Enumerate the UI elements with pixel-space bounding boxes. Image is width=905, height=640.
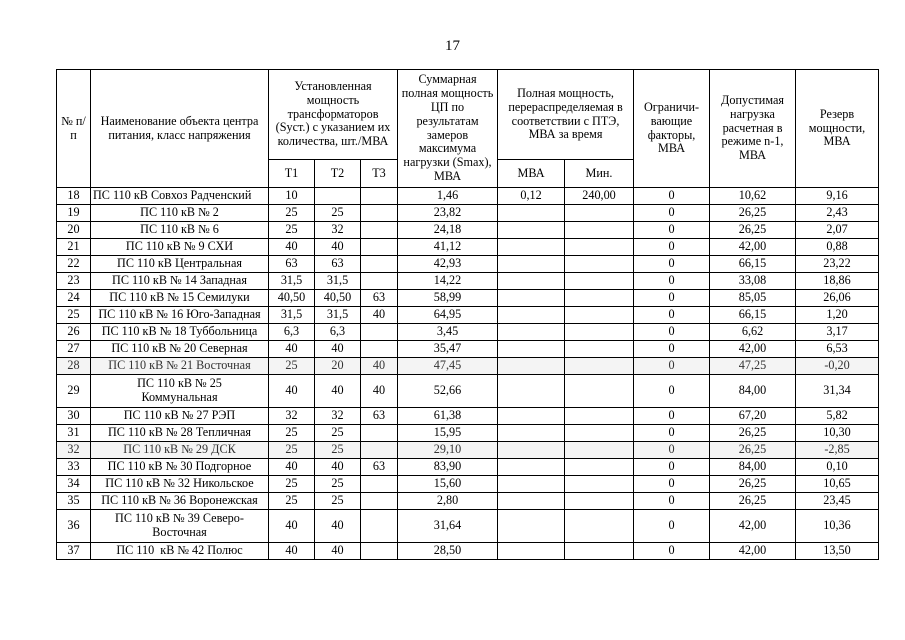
row-permissible: 26,25 xyxy=(710,476,796,493)
row-reserve: 2,43 xyxy=(796,205,879,222)
row-name: ПС 110 кВ № 9 СХИ xyxy=(91,239,269,256)
row-t2: 40 xyxy=(315,341,361,358)
header-t1: Т1 xyxy=(269,160,315,188)
row-t2: 25 xyxy=(315,425,361,442)
table-row xyxy=(57,510,879,543)
row-smax: 42,93 xyxy=(398,256,498,273)
row-t1: 31,5 xyxy=(269,307,315,324)
table-row xyxy=(57,493,879,510)
substation-capacity-table xyxy=(56,69,879,560)
row-t2: 40 xyxy=(315,375,361,408)
table-row xyxy=(57,205,879,222)
row-t3 xyxy=(361,324,398,341)
row-permissible: 42,00 xyxy=(710,510,796,543)
row-smax: 83,90 xyxy=(398,459,498,476)
row-t3: 40 xyxy=(361,307,398,324)
row-permissible: 26,25 xyxy=(710,442,796,459)
row-name: ПС 110 кВ № 6 xyxy=(91,222,269,239)
row-mva: 0,12 xyxy=(498,188,565,205)
header-total-power: Суммарная полная мощность ЦП по результатам замеров максимума нагрузки (Smax), МВА xyxy=(398,70,498,188)
row-num: 25 xyxy=(57,307,91,324)
row-t2: 40 xyxy=(315,510,361,543)
row-mva xyxy=(498,510,565,543)
row-t1: 40 xyxy=(269,341,315,358)
row-mva xyxy=(498,324,565,341)
row-reserve: 1,20 xyxy=(796,307,879,324)
row-mva xyxy=(498,341,565,358)
row-num: 36 xyxy=(57,510,91,543)
header-t3: Т3 xyxy=(361,160,398,188)
row-min: 240,00 xyxy=(565,188,634,205)
row-num: 29 xyxy=(57,375,91,408)
row-limit: 0 xyxy=(634,442,710,459)
row-limit: 0 xyxy=(634,476,710,493)
row-num: 18 xyxy=(57,188,91,205)
header-mva: МВА xyxy=(498,160,565,188)
row-name: ПС 110 кВ № 16 Юго-Западная xyxy=(91,307,269,324)
row-t2: 25 xyxy=(315,205,361,222)
row-min xyxy=(565,375,634,408)
row-reserve: 23,45 xyxy=(796,493,879,510)
row-name: ПС 110 кВ Совхоз Радченский xyxy=(91,188,269,205)
row-t2: 40 xyxy=(315,459,361,476)
row-mva xyxy=(498,256,565,273)
row-t1: 40 xyxy=(269,510,315,543)
row-smax: 3,45 xyxy=(398,324,498,341)
row-smax: 15,95 xyxy=(398,425,498,442)
table-row xyxy=(57,256,879,273)
row-t3: 63 xyxy=(361,290,398,307)
row-name: ПС 110 кВ № 15 Семилуки xyxy=(91,290,269,307)
row-limit: 0 xyxy=(634,222,710,239)
row-t2: 25 xyxy=(315,442,361,459)
row-smax: 24,18 xyxy=(398,222,498,239)
row-limit: 0 xyxy=(634,543,710,560)
row-t3 xyxy=(361,425,398,442)
table-row xyxy=(57,375,879,408)
row-t1: 25 xyxy=(269,493,315,510)
table-row xyxy=(57,408,879,425)
table-row xyxy=(57,459,879,476)
row-name: ПС 110 кВ № 30 Подгорное xyxy=(91,459,269,476)
row-permissible: 66,15 xyxy=(710,256,796,273)
row-permissible: 47,25 xyxy=(710,358,796,375)
row-t3 xyxy=(361,442,398,459)
header-permissible-load: Допустимая нагрузка расчетная в режиме n-1, МВА xyxy=(710,70,796,188)
table-row xyxy=(57,341,879,358)
table-row xyxy=(57,324,879,341)
header-min: Мин. xyxy=(565,160,634,188)
row-t3 xyxy=(361,205,398,222)
row-t2: 25 xyxy=(315,493,361,510)
row-num: 19 xyxy=(57,205,91,222)
header-installed-power: Установленная мощность трансформаторов (Sуст.) с указанием их количества, шт./МВА xyxy=(269,70,398,160)
row-name: ПС 110 кВ № 42 Полюс xyxy=(91,543,269,560)
row-min xyxy=(565,459,634,476)
header-redistributed: Полная мощность, перераспределяемая в соответствии с ПТЭ, МВА за время xyxy=(498,70,634,160)
row-permissible: 66,15 xyxy=(710,307,796,324)
row-t2: 40,50 xyxy=(315,290,361,307)
row-permissible: 42,00 xyxy=(710,239,796,256)
row-num: 35 xyxy=(57,493,91,510)
row-limit: 0 xyxy=(634,425,710,442)
row-limit: 0 xyxy=(634,205,710,222)
row-t3 xyxy=(361,341,398,358)
row-reserve: 0,10 xyxy=(796,459,879,476)
table-row xyxy=(57,222,879,239)
header-name: Наименование объекта центра питания, класс напряжения xyxy=(91,70,269,188)
row-reserve: 10,30 xyxy=(796,425,879,442)
row-min xyxy=(565,290,634,307)
row-reserve: 26,06 xyxy=(796,290,879,307)
row-reserve: 31,34 xyxy=(796,375,879,408)
row-num: 30 xyxy=(57,408,91,425)
row-mva xyxy=(498,493,565,510)
row-t3 xyxy=(361,493,398,510)
row-reserve: -2,85 xyxy=(796,442,879,459)
table-row xyxy=(57,358,879,375)
row-name: ПС 110 кВ № 20 Северная xyxy=(91,341,269,358)
row-t3 xyxy=(361,510,398,543)
row-min xyxy=(565,493,634,510)
row-reserve: 3,17 xyxy=(796,324,879,341)
row-t1: 40 xyxy=(269,459,315,476)
row-limit: 0 xyxy=(634,256,710,273)
row-smax: 47,45 xyxy=(398,358,498,375)
row-smax: 1,46 xyxy=(398,188,498,205)
row-reserve: 2,07 xyxy=(796,222,879,239)
row-limit: 0 xyxy=(634,459,710,476)
row-t3 xyxy=(361,239,398,256)
row-num: 23 xyxy=(57,273,91,290)
row-min xyxy=(565,510,634,543)
header-power-reserve: Резерв мощности, МВА xyxy=(796,70,879,188)
table-row xyxy=(57,307,879,324)
row-name: ПС 110 кВ № 21 Восточная xyxy=(91,358,269,375)
row-num: 31 xyxy=(57,425,91,442)
row-permissible: 26,25 xyxy=(710,493,796,510)
row-min xyxy=(565,425,634,442)
row-permissible: 85,05 xyxy=(710,290,796,307)
row-t3: 40 xyxy=(361,358,398,375)
row-limit: 0 xyxy=(634,341,710,358)
row-t1: 25 xyxy=(269,205,315,222)
table-row xyxy=(57,239,879,256)
row-num: 34 xyxy=(57,476,91,493)
row-min xyxy=(565,307,634,324)
row-reserve: 6,53 xyxy=(796,341,879,358)
row-smax: 41,12 xyxy=(398,239,498,256)
row-mva xyxy=(498,375,565,408)
row-min xyxy=(565,256,634,273)
row-name: ПС 110 кВ № 18 Туббольница xyxy=(91,324,269,341)
row-limit: 0 xyxy=(634,510,710,543)
row-mva xyxy=(498,273,565,290)
row-t2: 25 xyxy=(315,476,361,493)
row-mva xyxy=(498,543,565,560)
row-min xyxy=(565,205,634,222)
row-smax: 31,64 xyxy=(398,510,498,543)
row-mva xyxy=(498,408,565,425)
row-permissible: 10,62 xyxy=(710,188,796,205)
row-smax: 61,38 xyxy=(398,408,498,425)
row-num: 22 xyxy=(57,256,91,273)
row-min xyxy=(565,324,634,341)
row-t2: 31,5 xyxy=(315,273,361,290)
row-reserve: 10,36 xyxy=(796,510,879,543)
row-t2: 63 xyxy=(315,256,361,273)
row-name: ПС 110 кВ № 27 РЭП xyxy=(91,408,269,425)
row-t3 xyxy=(361,476,398,493)
row-limit: 0 xyxy=(634,493,710,510)
row-min xyxy=(565,273,634,290)
row-smax: 2,80 xyxy=(398,493,498,510)
table-row xyxy=(57,188,879,205)
row-min xyxy=(565,476,634,493)
row-reserve: 18,86 xyxy=(796,273,879,290)
row-mva xyxy=(498,290,565,307)
header-num: № п/п xyxy=(57,70,91,188)
row-t1: 25 xyxy=(269,358,315,375)
row-permissible: 42,00 xyxy=(710,543,796,560)
row-name: ПС 110 кВ № 14 Западная xyxy=(91,273,269,290)
row-t3: 63 xyxy=(361,408,398,425)
row-num: 24 xyxy=(57,290,91,307)
row-mva xyxy=(498,425,565,442)
row-permissible: 26,25 xyxy=(710,425,796,442)
row-num: 37 xyxy=(57,543,91,560)
row-min xyxy=(565,442,634,459)
row-limit: 0 xyxy=(634,239,710,256)
row-t2: 6,3 xyxy=(315,324,361,341)
row-reserve: 5,82 xyxy=(796,408,879,425)
row-smax: 35,47 xyxy=(398,341,498,358)
row-num: 28 xyxy=(57,358,91,375)
row-t2: 31,5 xyxy=(315,307,361,324)
row-mva xyxy=(498,459,565,476)
row-num: 33 xyxy=(57,459,91,476)
row-smax: 29,10 xyxy=(398,442,498,459)
row-name: ПС 110 кВ № 32 Никольское xyxy=(91,476,269,493)
row-limit: 0 xyxy=(634,290,710,307)
row-name: ПС 110 кВ № 2 xyxy=(91,205,269,222)
row-num: 20 xyxy=(57,222,91,239)
row-t1: 25 xyxy=(269,222,315,239)
row-name: ПС 110 кВ № 28 Тепличная xyxy=(91,425,269,442)
row-permissible: 26,25 xyxy=(710,222,796,239)
row-permissible: 84,00 xyxy=(710,375,796,408)
row-t1: 40,50 xyxy=(269,290,315,307)
row-mva xyxy=(498,442,565,459)
row-reserve: 10,65 xyxy=(796,476,879,493)
row-min xyxy=(565,239,634,256)
row-t1: 40 xyxy=(269,543,315,560)
row-name: ПС 110 кВ Центральная xyxy=(91,256,269,273)
row-num: 21 xyxy=(57,239,91,256)
row-name: ПС 110 кВ № 36 Воронежская xyxy=(91,493,269,510)
row-t3: 63 xyxy=(361,459,398,476)
row-t2: 20 xyxy=(315,358,361,375)
row-reserve: -0,20 xyxy=(796,358,879,375)
header-t2: Т2 xyxy=(315,160,361,188)
row-reserve: 23,22 xyxy=(796,256,879,273)
row-permissible: 42,00 xyxy=(710,341,796,358)
row-t1: 25 xyxy=(269,476,315,493)
row-name: ПС 110 кВ № 25 Коммунальная xyxy=(91,375,269,408)
row-reserve: 13,50 xyxy=(796,543,879,560)
row-t3 xyxy=(361,273,398,290)
row-min xyxy=(565,222,634,239)
row-t2: 32 xyxy=(315,222,361,239)
row-min xyxy=(565,543,634,560)
row-permissible: 67,20 xyxy=(710,408,796,425)
row-limit: 0 xyxy=(634,273,710,290)
row-mva xyxy=(498,358,565,375)
row-limit: 0 xyxy=(634,324,710,341)
row-min xyxy=(565,341,634,358)
row-t3 xyxy=(361,222,398,239)
row-smax: 28,50 xyxy=(398,543,498,560)
row-name: ПС 110 кВ № 29 ДСК xyxy=(91,442,269,459)
row-name: ПС 110 кВ № 39 Северо-Восточная xyxy=(91,510,269,543)
row-t1: 32 xyxy=(269,408,315,425)
row-t1: 6,3 xyxy=(269,324,315,341)
row-reserve: 0,88 xyxy=(796,239,879,256)
row-num: 32 xyxy=(57,442,91,459)
row-t3 xyxy=(361,188,398,205)
row-mva xyxy=(498,476,565,493)
row-min xyxy=(565,358,634,375)
row-mva xyxy=(498,222,565,239)
row-permissible: 26,25 xyxy=(710,205,796,222)
table-row xyxy=(57,273,879,290)
row-t1: 63 xyxy=(269,256,315,273)
row-t2: 40 xyxy=(315,239,361,256)
table-row xyxy=(57,425,879,442)
row-num: 27 xyxy=(57,341,91,358)
row-t1: 40 xyxy=(269,239,315,256)
row-limit: 0 xyxy=(634,408,710,425)
table-row xyxy=(57,290,879,307)
row-limit: 0 xyxy=(634,307,710,324)
row-t2: 32 xyxy=(315,408,361,425)
row-smax: 14,22 xyxy=(398,273,498,290)
row-num: 26 xyxy=(57,324,91,341)
row-t1: 10 xyxy=(269,188,315,205)
table-row xyxy=(57,442,879,459)
row-t2: 40 xyxy=(315,543,361,560)
row-t1: 40 xyxy=(269,375,315,408)
row-mva xyxy=(498,239,565,256)
row-smax: 23,82 xyxy=(398,205,498,222)
table-row xyxy=(57,476,879,493)
row-smax: 58,99 xyxy=(398,290,498,307)
row-permissible: 84,00 xyxy=(710,459,796,476)
row-limit: 0 xyxy=(634,358,710,375)
row-permissible: 33,08 xyxy=(710,273,796,290)
row-t3: 40 xyxy=(361,375,398,408)
row-limit: 0 xyxy=(634,375,710,408)
row-min xyxy=(565,408,634,425)
row-limit: 0 xyxy=(634,188,710,205)
row-t3 xyxy=(361,543,398,560)
table-row xyxy=(57,543,879,560)
row-t3 xyxy=(361,256,398,273)
row-mva xyxy=(498,307,565,324)
header-limiting-factors: Ограничи-вающие факторы, МВА xyxy=(634,70,710,188)
row-permissible: 6,62 xyxy=(710,324,796,341)
row-reserve: 9,16 xyxy=(796,188,879,205)
row-t1: 25 xyxy=(269,442,315,459)
row-t2 xyxy=(315,188,361,205)
row-t1: 31,5 xyxy=(269,273,315,290)
page-number: 17 xyxy=(445,38,460,54)
row-smax: 15,60 xyxy=(398,476,498,493)
row-smax: 52,66 xyxy=(398,375,498,408)
row-mva xyxy=(498,205,565,222)
row-t1: 25 xyxy=(269,425,315,442)
row-smax: 64,95 xyxy=(398,307,498,324)
